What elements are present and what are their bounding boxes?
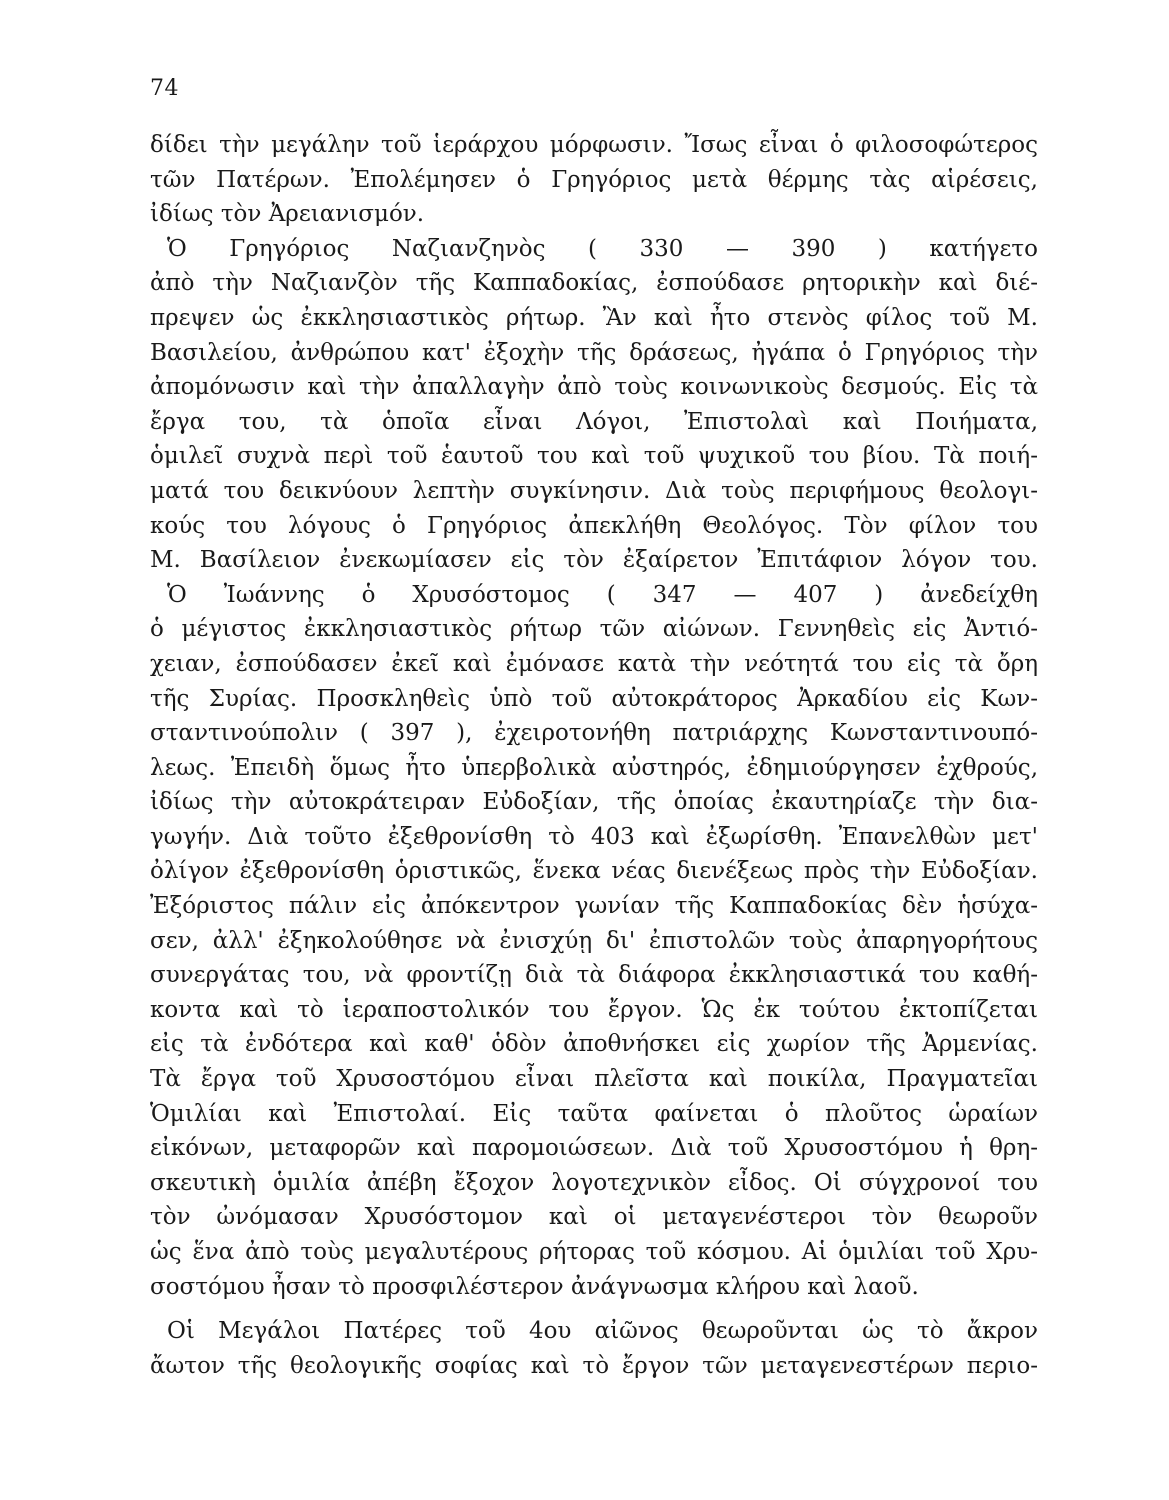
text-line: ἰδίως τὴν αὐτοκράτειραν Εὐδοξίαν, τῆς ὁποίας ἐκαυτηρίαζε τὴν δια- [150,789,1038,816]
text-line: ἔργα του, τὰ ὁποῖα εἶναι Λόγοι, Ἐπιστολαὶ καὶ Ποιήματα, [150,408,1038,435]
text-line: τῆς Συρίας. Προσκληθεὶς ὑπὸ τοῦ αὐτοκράτορος Ἀρκαδίου εἰς Κων- [150,685,1038,712]
text-line: ἀπομόνωσιν καὶ τὴν ἀπαλλαγὴν ἀπὸ τοὺς κοινωνικοὺς δεσμούς. Εἰς τὰ [150,374,1038,401]
text-line: σταντινούπολιν ( 397 ), ἐχειροτονήθη πατριάρχης Κωνσταντινουπό- [150,720,1038,747]
text-line: εἰς τὰ ἐνδότερα καὶ καθ' ὁδὸν ἀποθνήσκει εἰς χωρίον τῆς Ἀρμενίας. [150,1031,1038,1058]
text-line: εἰκόνων, μεταφορῶν καὶ παρομοιώσεων. Διὰ τοῦ Χρυσοστόμου ἡ θρη- [150,1135,1038,1162]
text-body [150,128,1038,1383]
text-line: ὁ μέγιστος ἐκκλησιαστικὸς ρήτωρ τῶν αἰώνων. Γεννηθεὶς εἰς Ἀντιό- [150,616,1038,643]
text-line: Μ. Βασίλειον ἐνεκωμίασεν εἰς τὸν ἐξαίρετον Ἐπιτάφιον λόγον του. [150,547,1038,574]
text-line: Ὁμιλίαι καὶ Ἐπιστολαί. Εἰς ταῦτα φαίνεται ὁ πλοῦτος ὡραίων [150,1100,1038,1127]
text-line: γωγήν. Διὰ τοῦτο ἐξεθρονίσθη τὸ 403 καὶ ἐξωρίσθη. Ἐπανελθὼν μετ' [150,823,1038,850]
text-line: Ὁ Ἰωάννης ὁ Χρυσόστομος ( 347 — 407 ) ἀνεδείχθη [167,581,1038,608]
page-number: 74 [150,76,179,101]
text-line: Οἱ Μεγάλοι Πατέρες τοῦ 4ου αἰῶνος θεωροῦνται ὡς τὸ ἄκρον [167,1318,1038,1345]
text-line: ἰδίως τὸν Ἀρειανισμόν. [150,201,425,228]
text-line: ὀλίγον ἐξεθρονίσθη ὁριστικῶς, ἕνεκα νέας διενέξεως πρὸς τὴν Εὐδοξίαν. [150,858,1038,885]
text-line: ἄωτον τῆς θεολογικῆς σοφίας καὶ τὸ ἔργον τῶν μεταγενεστέρων περιο- [150,1352,1038,1379]
text-line: Τὰ ἔργα τοῦ Χρυσοστόμου εἶναι πλεῖστα καὶ ποικίλα, Πραγματεῖαι [150,1066,1038,1093]
text-line: Ἐξόριστος πάλιν εἰς ἀπόκεντρον γωνίαν τῆς Καππαδοκίας δὲν ἡσύχα- [150,893,1038,920]
text-line: σοστόμου ἦσαν τὸ προσφιλέστερον ἀνάγνωσμα κλήρου καὶ λαοῦ. [150,1273,919,1300]
text-line: Ὁ Γρηγόριος Ναζιανζηνὸς ( 330 — 390 ) κατήγετο [167,235,1038,262]
text-line: Βασιλείου, ἀνθρώπου κατ' ἐξοχὴν τῆς δράσεως, ἠγάπα ὁ Γρηγόριος τὴν [150,339,1038,366]
text-line: λεως. Ἐπειδὴ ὅμως ἦτο ὑπερβολικὰ αὐστηρός, ἐδημιούργησεν ἐχθρούς, [150,754,1038,781]
text-line: ἀπὸ τὴν Ναζιανζὸν τῆς Καππαδοκίας, ἐσπούδασε ρητορικὴν καὶ διέ- [150,270,1038,297]
text-line: ὁμιλεῖ συχνὰ περὶ τοῦ ἑαυτοῦ του καὶ τοῦ ψυχικοῦ του βίου. Τὰ ποιή- [150,443,1038,470]
text-line: χειαν, ἐσπούδασεν ἐκεῖ καὶ ἐμόνασε κατὰ τὴν νεότητά του εἰς τὰ ὄρη [150,650,1038,677]
text-line: σκευτικὴ ὁμιλία ἀπέβη ἔξοχον λογοτεχνικὸν εἶδος. Οἱ σύγχρονοί του [150,1169,1038,1196]
text-line: πρεψεν ὡς ἐκκλησιαστικὸς ρήτωρ. Ἂν καὶ ἦτο στενὸς φίλος τοῦ Μ. [150,304,1038,331]
text-line: ὡς ἕνα ἀπὸ τοὺς μεγαλυτέρους ρήτορας τοῦ κόσμου. Αἱ ὁμιλίαι τοῦ Χρυ- [150,1239,1038,1265]
text-line: τὸν ὠνόμασαν Χρυσόστομον καὶ οἱ μεταγενέστεροι τὸν θεωροῦν [150,1204,1038,1231]
text-line: ματά του δεικνύουν λεπτὴν συγκίνησιν. Διὰ τοὺς περιφήμους θεολογι- [150,477,1038,504]
text-line: κούς του λόγους ὁ Γρηγόριος ἀπεκλήθη Θεολόγος. Τὸν φίλον του [150,512,1038,539]
text-line: κοντα καὶ τὸ ἱεραποστολικόν του ἔργον. Ὡς ἐκ τούτου ἐκτοπίζεται [150,996,1038,1023]
text-line: συνεργάτας του, νὰ φροντίζῃ διὰ τὰ διάφορα ἐκκλησιαστικά του καθή- [150,962,1038,989]
text-line: σεν, ἀλλ' ἐξηκολούθησε νὰ ἐνισχύῃ δι' ἐπιστολῶν τοὺς ἀπαρηγορήτους [150,927,1038,954]
text-line: δίδει τὴν μεγάλην τοῦ ἱεράρχου μόρφωσιν. Ἴσως εἶναι ὁ φιλοσοφώτερος [150,132,1038,158]
text-line: τῶν Πατέρων. Ἐπολέμησεν ὁ Γρηγόριος μετὰ θέρμης τὰς αἱρέσεις, [150,166,1038,193]
